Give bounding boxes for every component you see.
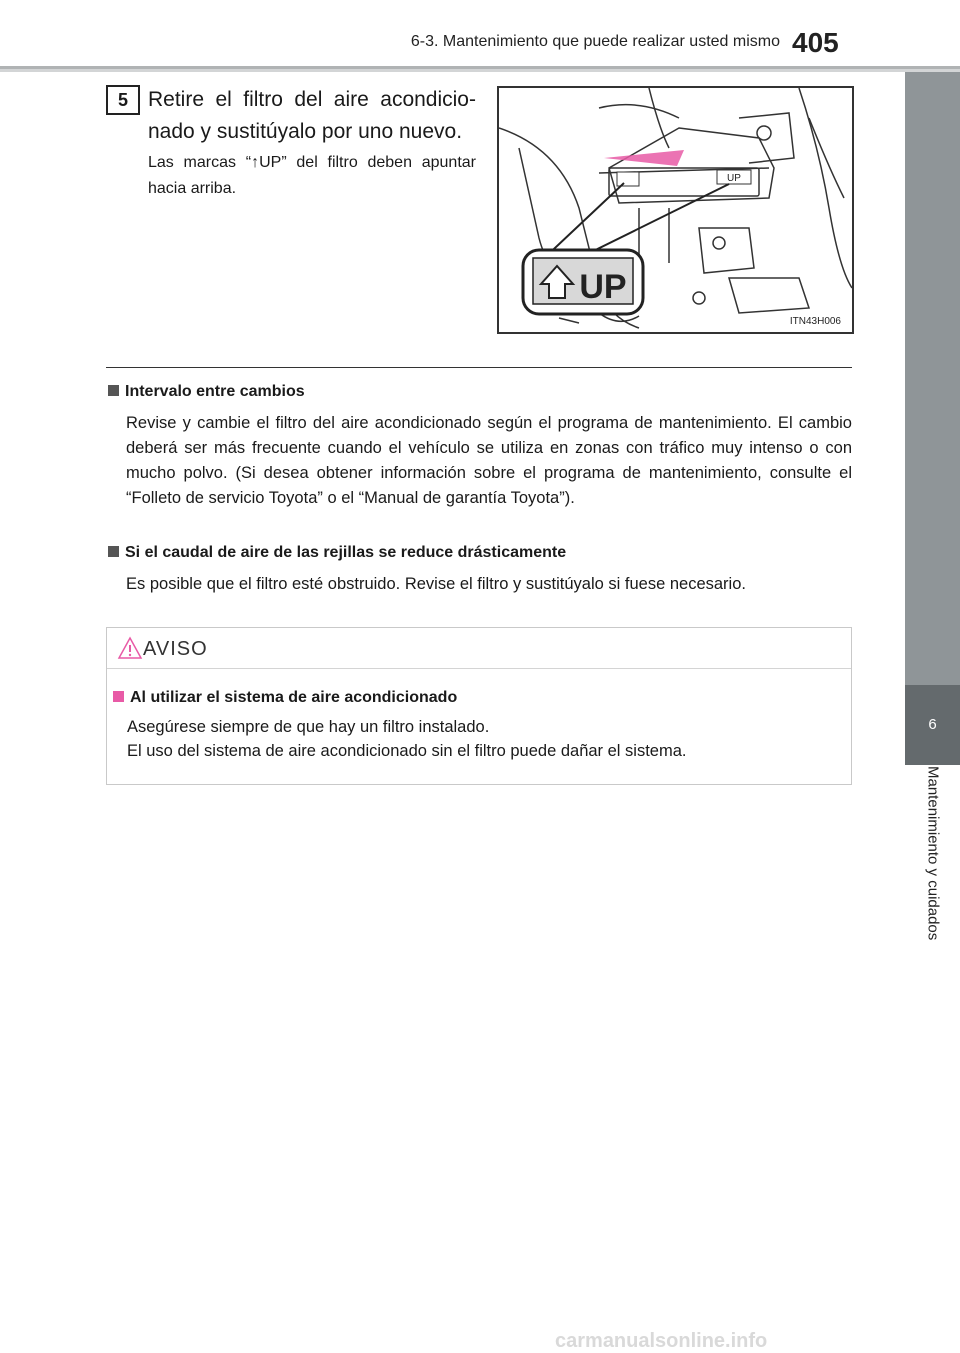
- bullet-square-icon: [108, 385, 119, 396]
- bullet-square-icon: [113, 691, 124, 702]
- header-section-title: 6-3. Mantenimiento que puede realizar usted mismo: [410, 33, 780, 50]
- filter-illustration: [497, 86, 854, 334]
- chapter-number: 6: [928, 716, 937, 733]
- warning-title: AVISO: [143, 638, 208, 660]
- warning-box: [106, 627, 852, 785]
- warning-line-1: Asegúrese siempre de que hay un filtro instalado.: [127, 718, 490, 736]
- footer-watermark: carmanualsonline.info: [555, 1330, 768, 1352]
- header-rule-secondary: [0, 69, 960, 72]
- section-heading-airflow: Si el caudal de aire de las rejillas se reduce drásticamente: [108, 544, 566, 562]
- side-tab-upper: [905, 72, 960, 685]
- page-number: 405: [792, 27, 839, 58]
- figure-code: ITN43H006: [789, 316, 841, 327]
- step-instruction: Retire el filtro del aire acondicionado y sustitúyalo por uno nuevo.: [148, 88, 476, 143]
- section-body-interval: Revise y cambie el filtro del aire acondicionado según el programa de mantenimiento. El cambio deberá ser más frecuente cuando el vehículo se utiliza en zonas con tráfico muy intenso o con mucho polvo. (Si desea obtener información sobre el programa de mantenimiento, consulte el “Folleto de servicio Toyota” o el “Manual de garantía Toyota”).: [126, 414, 852, 507]
- step-number-box: 5: [106, 85, 140, 115]
- warning-heading: Al utilizar el sistema de aire acondicionado: [113, 689, 457, 707]
- section-body-airflow: Es posible que el filtro esté obstruido. Revise el filtro y sustitúyalo si fuese necesario.: [126, 575, 746, 593]
- step-note: Las marcas “↑UP” del filtro deben apuntar hacia arriba.: [148, 154, 476, 197]
- filter-illustration-drawing: [499, 88, 852, 332]
- section-heading-interval: Intervalo entre cambios: [108, 383, 305, 401]
- warning-line-2: El uso del sistema de aire acondicionado sin el filtro puede dañar el sistema.: [127, 742, 687, 760]
- chapter-tab: [905, 685, 960, 765]
- up-callout-label: UP: [579, 268, 627, 306]
- bullet-square-icon: [108, 546, 119, 557]
- warning-header: [107, 628, 851, 669]
- warning-triangle-icon: [117, 635, 143, 661]
- small-up-label: UP: [727, 173, 741, 184]
- section-divider: [106, 367, 852, 368]
- chapter-label: Mantenimiento y cuidados: [924, 766, 941, 941]
